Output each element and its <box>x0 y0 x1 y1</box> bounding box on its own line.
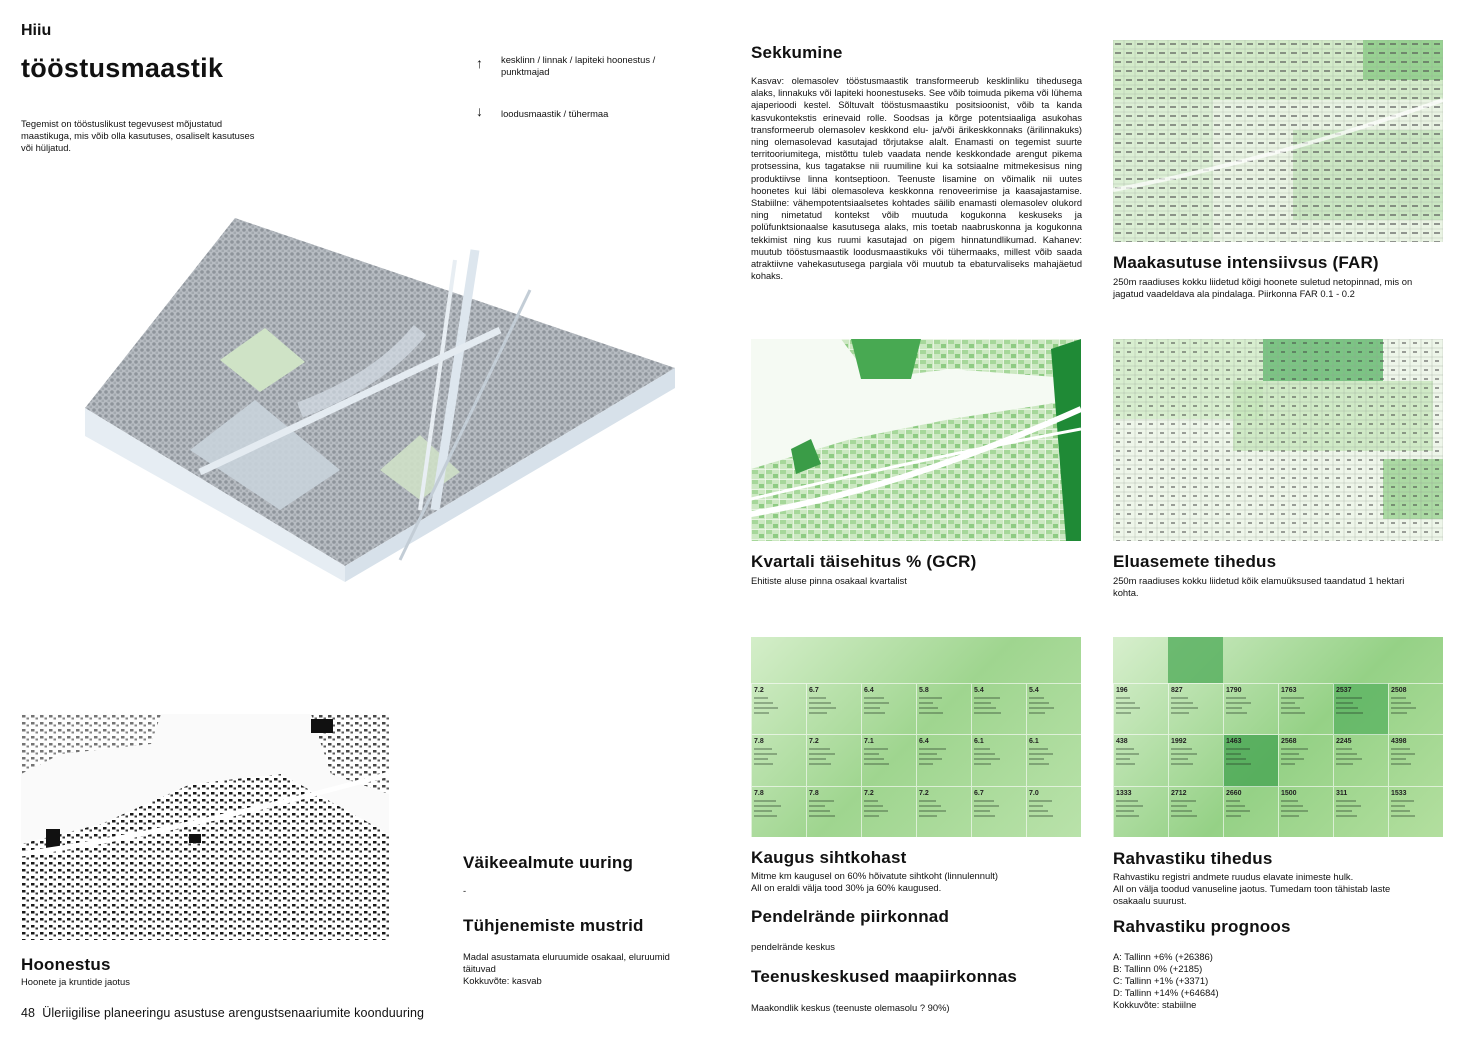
grid-cell-value: 1533 <box>1391 789 1407 797</box>
footer <box>21 1006 424 1020</box>
arrow-up-icon: ↑ <box>476 55 483 71</box>
grid-cell-detail <box>1171 748 1192 750</box>
grid-cell-detail <box>809 810 830 812</box>
grid-cell-detail <box>974 758 1000 760</box>
grid-cell-detail <box>1226 702 1251 704</box>
grid-cell-detail <box>809 815 835 817</box>
kaugus-title: Kaugus sihtkohast <box>751 848 907 867</box>
grid-cell-detail <box>1226 763 1251 765</box>
arrow-down-icon: ↓ <box>476 103 483 119</box>
page-title: tööstusmaastik <box>21 53 224 83</box>
grid-cell-detail <box>809 763 831 765</box>
grid-cell-detail <box>864 707 880 709</box>
grid-cell <box>971 786 1026 837</box>
grid-cell-detail <box>919 758 942 760</box>
grid-cell-detail <box>1281 810 1308 812</box>
grid-cell-detail <box>864 753 879 755</box>
isometric-terrain-model <box>80 210 680 582</box>
grid-cell-detail <box>864 800 878 802</box>
grid-cell <box>1113 683 1168 734</box>
tuhjenemiste-title: Tühjenemiste mustrid <box>463 916 644 935</box>
grid-cell-value: 311 <box>1336 789 1348 797</box>
gcr-desc: Ehitiste aluse pinna osakaal kvartalist <box>751 575 907 586</box>
grid-cell <box>1223 734 1278 785</box>
grid-cell-detail <box>1336 748 1352 750</box>
grid-cell-detail <box>1116 800 1138 802</box>
grid-cell <box>971 683 1026 734</box>
grid-cell <box>1168 786 1223 837</box>
grid-cell-detail <box>1029 810 1048 812</box>
grid-cell-detail <box>1226 748 1250 750</box>
grid-cell-detail <box>1226 805 1245 807</box>
grid-cell-detail <box>919 712 943 714</box>
grid-cell <box>1026 786 1081 837</box>
grid-cell <box>1168 734 1223 785</box>
grid-cell <box>916 786 971 837</box>
grid-cell-detail <box>1029 763 1049 765</box>
grid-cell <box>1026 683 1081 734</box>
grid-cell-detail <box>1336 758 1362 760</box>
grid-cell-value: 1763 <box>1281 687 1297 694</box>
grid-cell-value: 7.8 <box>754 789 764 797</box>
grid-cell-detail <box>974 712 1001 714</box>
grid-cell <box>1388 734 1443 785</box>
grid-cell-detail <box>1116 758 1130 760</box>
grid-cell-value: 2712 <box>1171 789 1187 797</box>
grid-cell-value: 6.7 <box>809 687 819 694</box>
grid-cell-detail <box>809 702 831 704</box>
grid-cell-detail <box>1391 815 1415 817</box>
grid-cell-value: 5.4 <box>974 687 984 694</box>
grid-cell-detail <box>1336 697 1362 699</box>
grid-cell-value: 7.0 <box>1029 789 1039 797</box>
hoonestus-desc: Hoonete ja kruntide jaotus <box>21 976 130 987</box>
grid-cell-value: 438 <box>1116 738 1128 746</box>
grid-cell-detail <box>864 702 889 704</box>
grid-cell-detail <box>1116 753 1139 755</box>
grid-cell <box>1113 734 1168 785</box>
grid-cell-detail <box>1281 702 1295 704</box>
far-desc: 250m raadiuses kokku liidetud kõigi hoonete suletud netopinnad, mis on jagatud vaadeldava ala pindalaga. Piirkonna FAR 0.1 - 0.2 <box>1113 276 1413 299</box>
grid-cell-detail <box>1171 702 1193 704</box>
grid-cell-detail <box>1226 712 1247 714</box>
grid-cell-detail <box>1171 800 1196 802</box>
grid-cell <box>1333 683 1388 734</box>
vaikeealmute-title: Väikeealmute uuring <box>463 853 634 872</box>
grid-cell <box>1026 734 1081 785</box>
grid-cell-detail <box>1391 800 1414 802</box>
grid-cell-detail <box>1171 763 1193 765</box>
grid-cell-detail <box>919 702 933 704</box>
grid-cell <box>861 734 916 785</box>
grid-cell-detail <box>919 805 941 807</box>
tuhjenemiste-desc: Madal asustamata eluruumide osakaal, eluruumid täituvad <box>463 951 670 974</box>
grid-cell-detail <box>809 707 836 709</box>
pendel-desc: pendelrände keskus <box>751 941 835 952</box>
rahvastik-grid <box>1113 683 1443 837</box>
grid-cell-detail <box>1029 758 1044 760</box>
grid-cell-detail <box>1391 763 1411 765</box>
grid-cell-detail <box>1391 805 1405 807</box>
grid-cell-detail <box>754 702 773 704</box>
grid-cell-detail <box>919 748 946 750</box>
grid-cell-detail <box>1029 748 1048 750</box>
grid-cell-detail <box>974 753 995 755</box>
grid-cell-detail <box>1281 758 1304 760</box>
grid-cell <box>971 734 1026 785</box>
grid-cell-detail <box>1116 815 1139 817</box>
prognoos-line: B: Tallinn 0% (+2185) <box>1113 963 1203 974</box>
kaugus-desc: Mitme km kaugusel on 60% hõivatute sihtkoht (linnulennult) All on eraldi välja tood 30% ja 60% kaugused. <box>751 870 999 893</box>
pendel-title: Pendelrände piirkonnad <box>751 907 950 926</box>
prognoos-line: C: Tallinn +1% (+3371) <box>1113 975 1209 986</box>
grid-cell-value: 2508 <box>1391 687 1407 694</box>
grid-cell-detail <box>1391 712 1407 714</box>
rahvastik-map <box>1113 637 1443 837</box>
kaugus-grid <box>751 683 1081 837</box>
grid-cell-detail <box>1226 707 1242 709</box>
grid-cell-detail <box>974 697 1000 699</box>
hoonestus-title: Hoonestus <box>21 955 111 974</box>
prognoos-list <box>1113 951 1219 1011</box>
grid-cell-detail <box>1281 748 1308 750</box>
grid-cell-detail <box>754 748 772 750</box>
grid-cell-detail <box>1336 815 1357 817</box>
grid-cell-detail <box>1171 758 1188 760</box>
grid-cell-detail <box>1336 763 1353 765</box>
grid-cell-detail <box>754 753 777 755</box>
grid-cell-value: 7.1 <box>864 738 874 746</box>
grid-cell-detail <box>1336 810 1352 812</box>
grid-cell-detail <box>1029 707 1054 709</box>
grid-cell-detail <box>1391 697 1406 699</box>
legend-up-text: kesklinn / linnak / lapiteki hoonestus / punktmajad <box>501 54 656 77</box>
grid-cell <box>806 683 861 734</box>
grid-cell-detail <box>1281 712 1305 714</box>
rahvastik-desc: Rahvastiku registri andmete ruudus elavate inimeste hulk. All on välja toodud vanuseline jaotus. Tumedam toon tähistab laste osakaalu suurust. <box>1113 871 1391 906</box>
gcr-map <box>751 339 1081 541</box>
eluasemete-map <box>1113 339 1443 541</box>
grid-cell-detail <box>1391 702 1411 704</box>
grid-cell-detail <box>864 712 885 714</box>
grid-cell-value: 6.7 <box>974 789 984 797</box>
sekkumine-title: Sekkumine <box>751 43 843 62</box>
grid-cell-value: 6.4 <box>864 687 874 694</box>
grid-cell-detail <box>809 758 826 760</box>
prognoos-line: A: Tallinn +6% (+26386) <box>1113 951 1213 962</box>
grid-cell-detail <box>974 707 996 709</box>
grid-cell-value: 196 <box>1116 687 1128 694</box>
grid-cell-detail <box>754 800 776 802</box>
sekkumine-text: Kasvav: olemasolev tööstusmaastik transformeerub kesklinliku tihedusega alaks, linnakuks või lapiteki hoonestuseks. See võib toimuda pikema või lühema ajaperioodi kestel. Sõltuvalt tööstusmaastiku positsioonist, võib ta kanda kasvukontekstis erinevaid rolle. Soodsas ja kõrge potentsiaaliga asukohas transformeerub olemasolev keskkond elu- ja/või ärikeskkonnaks (ärilinnakuks) ning olemasolevad kasutajad tõrjutakse alalt. Enamasti on tegemist suurte territooriumitega, mistõttu tuleb vaadata nende keskkondade arengut pikema protsessina, kus tagatakse nii ruumiline kui ka sotsiaalne mitmekesisus ning produktiivse linna kontseptioon. Teenuste lisamine on võimalik nii uutes hoonetes kui läbi olemasoleva keskkonna renoveerimise ja kaasajastamise. Stabiilne: vähempotentsiaalsetes kohtades säilib enamasti olemasolev olukord ning nimetatud kontekst võib muutuda kogukonna keskuseks ja polüfunktsionaalse kasutusega alaks, mis toetab naabruskonna ja kogukonna tekkimist ning kus ruumi kasutajad on pigem hinnatundlikumad. Kahanev: muutub tööstusmaastik loodusmaastikuks või tühermaaks, millest võib saada atraktiivne vahekasutusega pargiala või muutub ta ebaturvaliseks mahajäetud kohaks. <box>751 76 1082 282</box>
grid-cell <box>1223 683 1278 734</box>
grid-cell-value: 6.1 <box>1029 738 1039 746</box>
prognoos-line: Kokkuvõte: stabiilne <box>1113 999 1197 1010</box>
grid-cell <box>1388 683 1443 734</box>
grid-cell-detail <box>809 712 827 714</box>
grid-cell-detail <box>1029 805 1043 807</box>
grid-cell-detail <box>1116 697 1130 699</box>
grid-cell-detail <box>864 763 889 765</box>
grid-cell <box>916 683 971 734</box>
grid-cell-detail <box>1336 805 1361 807</box>
page-number: 48 <box>21 1006 36 1020</box>
grid-cell-detail <box>864 810 888 812</box>
grid-cell-detail <box>754 712 769 714</box>
grid-cell-value: 1463 <box>1226 738 1242 746</box>
grid-cell-detail <box>1171 707 1198 709</box>
legend-down-text: loodusmaastik / tühermaa <box>501 108 609 119</box>
grid-cell <box>1168 683 1223 734</box>
grid-cell-detail <box>864 697 884 699</box>
grid-cell-detail <box>1336 753 1357 755</box>
grid-cell-detail <box>1116 712 1131 714</box>
grid-cell <box>1333 734 1388 785</box>
grid-cell <box>1278 683 1333 734</box>
grid-cell-detail <box>754 805 781 807</box>
grid-cell-detail <box>754 707 778 709</box>
grid-cell-detail <box>809 805 825 807</box>
grid-cell-detail <box>754 810 772 812</box>
grid-cell-detail <box>1281 815 1299 817</box>
grid-cell-detail <box>1029 697 1044 699</box>
grid-cell-detail <box>809 748 830 750</box>
grid-cell-detail <box>754 758 768 760</box>
grid-cell <box>1278 786 1333 837</box>
grid-cell-detail <box>1116 805 1143 807</box>
grid-cell-detail <box>1171 697 1188 699</box>
grid-cell-detail <box>754 815 777 817</box>
grid-cell-detail <box>974 800 994 802</box>
grid-cell-detail <box>974 748 990 750</box>
grid-cell-detail <box>1281 805 1303 807</box>
grid-cell <box>916 734 971 785</box>
grid-cell-detail <box>919 707 938 709</box>
grid-cell-detail <box>864 815 879 817</box>
grid-cell <box>806 786 861 837</box>
grid-cell-detail <box>1336 800 1356 802</box>
grid-cell-detail <box>1116 702 1135 704</box>
grid-cell-value: 7.2 <box>864 789 874 797</box>
grid-cell-detail <box>1281 707 1300 709</box>
intro-text: Tegemist on tööstuslikust tegevusest mõjustatud maastikuga, mis võib olla kasutuses, osaliselt kasutuses või hüljatud. <box>21 118 255 153</box>
grid-cell-value: 4398 <box>1391 738 1407 746</box>
grid-cell-detail <box>1336 712 1363 714</box>
gcr-title: Kvartali täisehitus % (GCR) <box>751 552 977 571</box>
teenus-title: Teenuskeskused maapiirkonnas <box>751 967 1018 986</box>
grid-cell-value: 1790 <box>1226 687 1242 694</box>
grid-cell-detail <box>919 800 936 802</box>
grid-cell-detail <box>1116 810 1134 812</box>
grid-cell <box>1278 734 1333 785</box>
grid-cell-detail <box>919 810 946 812</box>
grid-cell-value: 1500 <box>1281 789 1297 797</box>
prognoos-line: D: Tallinn +14% (+64684) <box>1113 987 1219 998</box>
grid-cell-value: 6.1 <box>974 738 984 746</box>
grid-cell-detail <box>1171 712 1189 714</box>
grid-cell-detail <box>974 702 991 704</box>
region-label: Hiiu <box>21 22 52 39</box>
grid-cell-detail <box>1226 815 1241 817</box>
grid-cell-detail <box>974 805 999 807</box>
grid-cell-detail <box>864 805 883 807</box>
grid-cell-detail <box>1226 800 1240 802</box>
grid-cell-detail <box>1281 800 1298 802</box>
grid-cell-detail <box>1391 758 1406 760</box>
prognoos-title: Rahvastiku prognoos <box>1113 917 1291 936</box>
grid-cell-detail <box>809 753 835 755</box>
grid-cell-detail <box>1226 758 1246 760</box>
grid-cell-detail <box>919 697 942 699</box>
grid-cell-value: 2245 <box>1336 738 1352 746</box>
grid-cell-detail <box>1391 748 1410 750</box>
grid-cell-value: 827 <box>1171 687 1183 694</box>
vaikeealmute-value: - <box>463 885 467 896</box>
grid-cell-detail <box>1391 707 1416 709</box>
grid-cell-detail <box>1171 815 1197 817</box>
far-map <box>1113 40 1443 242</box>
grid-cell-value: 2568 <box>1281 738 1297 746</box>
grid-cell-value: 7.8 <box>754 738 764 746</box>
grid-cell-detail <box>1029 712 1045 714</box>
grid-cell-detail <box>1336 707 1358 709</box>
eluasemete-desc: 250m raadiuses kokku liidetud kõik elamuüksused taandatud 1 hektari kohta. <box>1113 575 1405 598</box>
grid-cell-value: 5.4 <box>1029 687 1039 694</box>
rahvastik-title: Rahvastiku tihedus <box>1113 849 1273 868</box>
grid-cell-detail <box>1116 748 1134 750</box>
grid-cell-detail <box>974 810 990 812</box>
grid-cell-value: 1333 <box>1116 789 1132 797</box>
teenus-desc: Maakondlik keskus (teenuste olemasolu ? 90%) <box>751 1002 950 1013</box>
grid-cell-detail <box>1226 810 1250 812</box>
grid-cell <box>861 786 916 837</box>
far-title: Maakasutuse intensiivsus (FAR) <box>1113 253 1379 272</box>
grid-cell <box>1388 786 1443 837</box>
grid-cell-value: 7.2 <box>754 687 764 694</box>
grid-cell-detail <box>1281 697 1304 699</box>
grid-cell-detail <box>864 758 884 760</box>
grid-cell-detail <box>1391 753 1415 755</box>
grid-cell-detail <box>1116 763 1135 765</box>
grid-cell-value: 7.2 <box>809 738 819 746</box>
grid-cell-detail <box>1336 702 1353 704</box>
grid-cell-detail <box>1226 697 1246 699</box>
eluasemete-title: Eluasemete tihedus <box>1113 552 1277 571</box>
grid-cell <box>751 683 806 734</box>
grid-cell-value: 5.8 <box>919 687 929 694</box>
grid-cell-detail <box>1226 753 1241 755</box>
grid-cell-detail <box>919 763 933 765</box>
grid-cell-detail <box>1029 815 1053 817</box>
grid-cell-detail <box>1029 800 1052 802</box>
footer-text: Üleriigilise planeeringu asustuse arengustsenaariumite koonduuring <box>42 1006 425 1020</box>
grid-cell-value: 2660 <box>1226 789 1242 797</box>
grid-cell-detail <box>809 800 834 802</box>
grid-cell-detail <box>809 697 826 699</box>
hoonestus-map <box>21 714 389 940</box>
grid-cell-detail <box>919 753 937 755</box>
grid-cell-value: 7.2 <box>919 789 929 797</box>
grid-cell-detail <box>1171 753 1197 755</box>
grid-cell <box>1113 786 1168 837</box>
grid-cell-detail <box>1029 753 1053 755</box>
grid-cell <box>861 683 916 734</box>
grid-cell-value: 2537 <box>1336 687 1352 694</box>
grid-cell <box>1223 786 1278 837</box>
grid-cell <box>806 734 861 785</box>
grid-cell-value: 7.8 <box>809 789 819 797</box>
grid-cell-detail <box>1116 707 1140 709</box>
grid-cell-detail <box>1171 810 1192 812</box>
grid-cell-detail <box>974 815 995 817</box>
grid-cell-detail <box>1029 702 1049 704</box>
grid-cell-detail <box>1281 763 1295 765</box>
grid-cell <box>1333 786 1388 837</box>
grid-cell-value: 1992 <box>1171 738 1187 746</box>
grid-cell-value: 6.4 <box>919 738 929 746</box>
grid-cell-detail <box>754 763 773 765</box>
grid-cell-detail <box>864 748 888 750</box>
grid-cell <box>751 734 806 785</box>
grid-cell-detail <box>1391 810 1410 812</box>
kaugus-map <box>751 637 1081 837</box>
grid-cell-detail <box>1281 753 1299 755</box>
grid-cell-detail <box>754 697 768 699</box>
grid-cell-detail <box>974 763 991 765</box>
tuhjenemiste-summary: Kokkuvõte: kasvab <box>463 975 542 986</box>
grid-cell <box>751 786 806 837</box>
grid-cell-detail <box>1171 805 1187 807</box>
grid-cell-detail <box>919 815 937 817</box>
